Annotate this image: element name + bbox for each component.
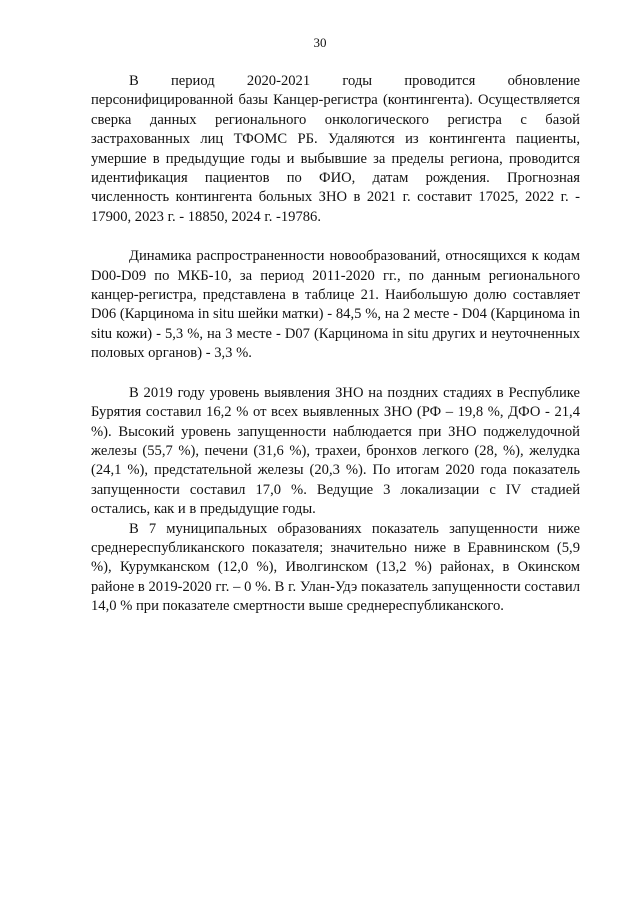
- paragraph-register-update: В период 2020-2021 годы проводится обновление персонифицированной базы Канцер-регистра (контингента). Осуществляется сверка данных регионального онкологического регистра с базой застрахованных лиц ТФОМС РБ. Удаляются из контингента пациенты, умершие в предыдущие годы и выбывшие за пределы региона, проводится идентификация пациентов по ФИО, датам рождения. Прогнозная численность контингента больных ЗНО в 2021 г. составит 17025, 2022 г. - 17900, 2023 г. - 18850, 2024 г. -19786.: [91, 73, 580, 225]
- paragraph-neoplasm-dynamics: Динамика распространенности новообразований, относящихся к кодам D00-D09 по МКБ-10, за период 2011-2020 гг., по данным регионального канцер-регистра, представлена в таблице 21. Наибольшую долю составляет D06 (Карцинома in situ шейки матки) - 84,5 %, на 2 месте - D04 (Карцинома in situ кожи) - 5,3 %, на 3 месте - D07 (Карцинома in situ других и неуточненных половых органов) - 3,3 %.: [91, 248, 580, 362]
- paragraph-municipal-indicators: В 7 муниципальных образованиях показатель запущенности ниже среднереспубликанского показателя; значительно ниже в Еравнинском (5,9 %), Курумканском (12,0 %), Иволгинском (13,2 %) районах, в Окинском районе в 2019-2020 гг. – 0 %. В г. Улан-Удэ показатель запущенности составил 14,0 % при показателе смертности выше среднереспубликанского.: [91, 520, 580, 615]
- page-number: 30: [313, 35, 327, 50]
- document-body: [91, 72, 580, 617]
- paragraph-late-stage-detection: В 2019 году уровень выявления ЗНО на поздних стадиях в Республике Бурятия составил 16,2 % от всех выявленных ЗНО (РФ – 19,8 %, ДФО - 21,4 %). Высокий уровень запущенности наблюдается при ЗНО поджелудочной железы (55,7 %), печени (31,6 %), трахеи, бронхов легкого (28, %), желудка (24,1 %), предстательной железы (20,3 %). По итогам 2020 года показатель запущенности составил 17,0 %. Ведущие 3 локализации с IV стадией остались, как и в предыдущие годы.: [91, 384, 580, 518]
